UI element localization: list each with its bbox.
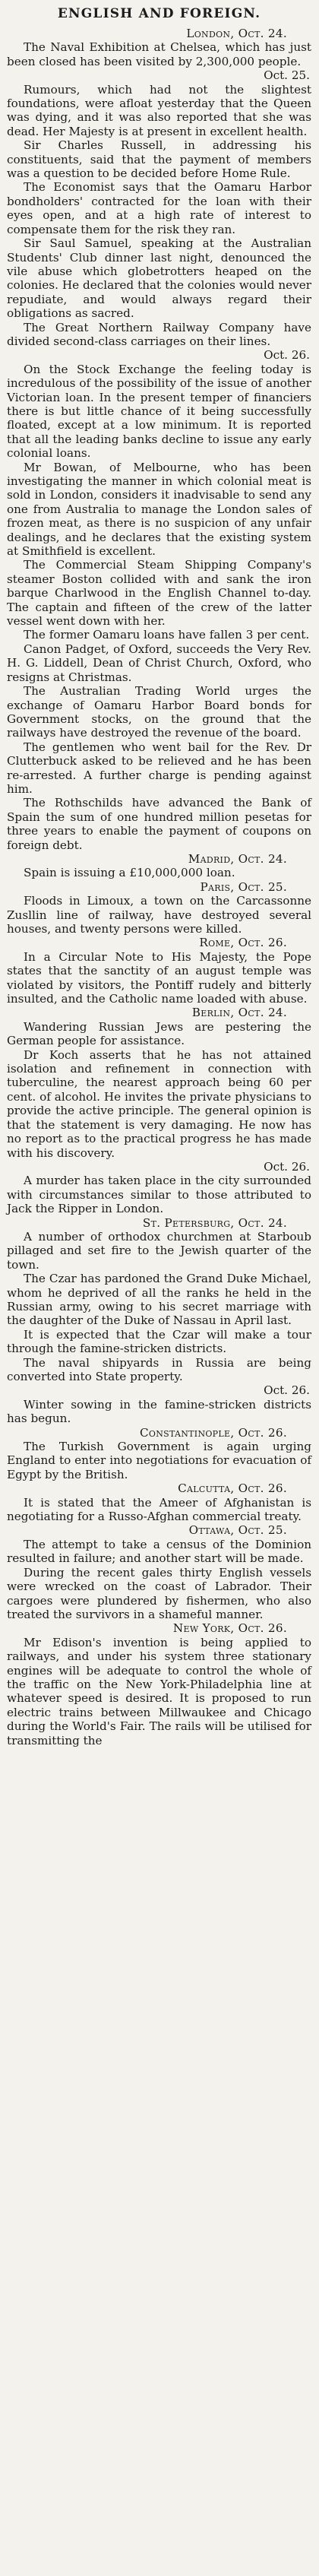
- news-paragraph: A murder has taken place in the city surrounded with circumstances similar to those attributed to Jack the Ripper in London.: [7, 1174, 311, 1216]
- news-paragraph: Mr Edison's invention is being applied to railways, and under his system three stationary engines will be adequate to control the whole of the traffic on the New York-Philadelphia line at whatever speed is desired. It is proposed to run electric trains between Millwaukee and Chicago during the World's Fair. The rails will be utilised for transmitting the: [7, 1635, 311, 1747]
- news-paragraph: Sir Saul Samuel, speaking at the Australian Students' Club dinner last night, denounced the vile abuse which globetrotters heaped on the colonies. He declared that the colonies would never repudiate, and would always regard their obligations as sacred.: [7, 236, 311, 321]
- article-body: [7, 27, 311, 1747]
- news-paragraph: Sir Charles Russell, in addressing his constituents, said that the payment of members was a question to be decided before Home Rule.: [7, 138, 311, 181]
- dateline: Calcutta, Oct. 26.: [178, 1481, 287, 1496]
- dateline: New York, Oct. 26.: [172, 1621, 287, 1636]
- dateline: Madrid, Oct. 24.: [188, 851, 287, 866]
- news-paragraph: The Economist says that the Oamaru Harbor bondholders' contracted for the loan with their eyes open, and at a high rate of interest to compensate them for the risk they ran.: [7, 180, 311, 236]
- news-paragraph: Rumours, which had not the slightest foundations, were afloat yesterday that the Queen was dying, and it was also reported that she was dead. Her Majesty is at present in excellent health.: [7, 82, 311, 138]
- news-paragraph: The Australian Trading World urges the exchange of Oamaru Harbor Board bonds for Government stocks, on the ground that the railways have destroyed the revenue of the board.: [7, 684, 311, 740]
- news-paragraph: Floods in Limoux, a town on the Carcassonne Zusllin line of railway, have destroyed several houses, and twenty persons were killed.: [7, 894, 311, 936]
- date-only-line: Oct. 26.: [264, 1159, 310, 1174]
- section-heading: ENGLISH AND FOREIGN.: [57, 6, 261, 21]
- news-paragraph: The gentlemen who went bail for the Rev. Dr Clutterbuck asked to be relieved and he has been re-arrested. A further charge is pending against him.: [7, 740, 311, 796]
- news-paragraph: Wandering Russian Jews are pestering the German people for assistance.: [7, 1019, 311, 1048]
- news-paragraph: The Naval Exhibition at Chelsea, which has just been closed has been visited by 2,300,000 people.: [7, 40, 311, 68]
- news-paragraph: Mr Bowan, of Melbourne, who has been investigating the manner in which colonial meat is sold in London, considers it inadvisable to send any one from Australia to manage the London sales of frozen meat, as there is no suspicion of any unfair dealings, and he declares that the existing system at Smithfield is excellent.: [7, 460, 311, 559]
- news-paragraph: On the Stock Exchange the feeling today is incredulous of the possibility of the issue of another Victorian loan. In the present temper of financiers there is but little chance of it being successfully floated, except at a low minimum. It is reported that all the leading banks decline to issue any early colonial loans.: [7, 362, 311, 461]
- news-paragraph: Dr Koch asserts that he has not attained isolation and refinement in connection with tuberculine, the nearest approach being 60 per cent. of alcohol. He invites the private physicians to provide the active principle. The general opinion is that the statement is very damaging. He now has no report as to the practical progress he has made with his discovery.: [7, 1047, 311, 1160]
- dateline: Berlin, Oct. 24.: [191, 1006, 287, 1020]
- dateline: Rome, Oct. 26.: [199, 936, 287, 950]
- news-paragraph: Canon Padget, of Oxford, succeeds the Very Rev. H. G. Liddell, Dean of Christ Church, Oxford, who resigns at Christmas.: [7, 642, 311, 684]
- news-paragraph: It is stated that the Ameer of Afghanistan is negotiating for a Russo-Afghan commercial treaty.: [7, 1495, 311, 1524]
- news-paragraph: The former Oamaru loans have fallen 3 per cent.: [24, 628, 310, 642]
- date-only-line: Oct. 26.: [264, 1383, 310, 1398]
- dateline: Constantinople, Oct. 26.: [139, 1425, 287, 1440]
- news-paragraph: It is expected that the Czar will make a tour through the famine-stricken districts.: [7, 1327, 311, 1356]
- news-paragraph: The Czar has pardoned the Grand Duke Michael, whom he deprived of all the ranks he held in the Russian army, owing to his secret marriage with the daughter of the Duke of Nassau in April last.: [7, 1272, 311, 1328]
- news-paragraph: Spain is issuing a £10,000,000 loan.: [24, 866, 235, 880]
- news-paragraph: In a Circular Note to His Majesty, the Pope states that the sanctity of an august temple was violated by visitors, the Pontiff rudely and bitterly insulted, and the Catholic name loaded with abuse.: [7, 949, 311, 1006]
- news-paragraph: A number of orthodox churchmen at Starboub pillaged and set fire to the Jewish quarter of the town.: [7, 1229, 311, 1272]
- news-paragraph: The naval shipyards in Russia are being converted into State property.: [7, 1355, 311, 1383]
- date-only-line: Oct. 26.: [264, 348, 310, 363]
- date-only-line: Oct. 25.: [264, 68, 310, 83]
- news-paragraph: The Great Northern Railway Company have divided second-class carriages on their lines.: [7, 320, 311, 348]
- dateline: St. Petersburg, Oct. 24.: [142, 1215, 287, 1230]
- news-paragraph: The Commercial Steam Shipping Company's steamer Boston collided with and sank the iron barque Charlwood in the English Channel to-day. The captain and fifteen of the crew of the latter vessel went down with her.: [7, 558, 311, 629]
- dateline: Paris, Oct. 25.: [200, 879, 287, 894]
- dateline: Ottawa, Oct. 25.: [188, 1523, 287, 1538]
- news-paragraph: During the recent gales thirty English vessels were wrecked on the coast of Labrador. Their cargoes were plundered by fishermen, who also treated the survivors in a shameful manner.: [7, 1565, 311, 1621]
- news-paragraph: The attempt to take a census of the Dominion resulted in failure; and another start will be made.: [7, 1537, 311, 1566]
- news-paragraph: The Rothschilds have advanced the Bank of Spain the sum of one hundred million pesetas for three years to enable the payment of coupons on foreign debt.: [7, 796, 311, 852]
- news-paragraph: Winter sowing in the famine-stricken districts has begun.: [7, 1397, 311, 1426]
- dateline: London, Oct. 24.: [186, 27, 287, 40]
- news-paragraph: The Turkish Government is again urging England to enter into negotiations for evacuation of Egypt by the British.: [7, 1440, 311, 1481]
